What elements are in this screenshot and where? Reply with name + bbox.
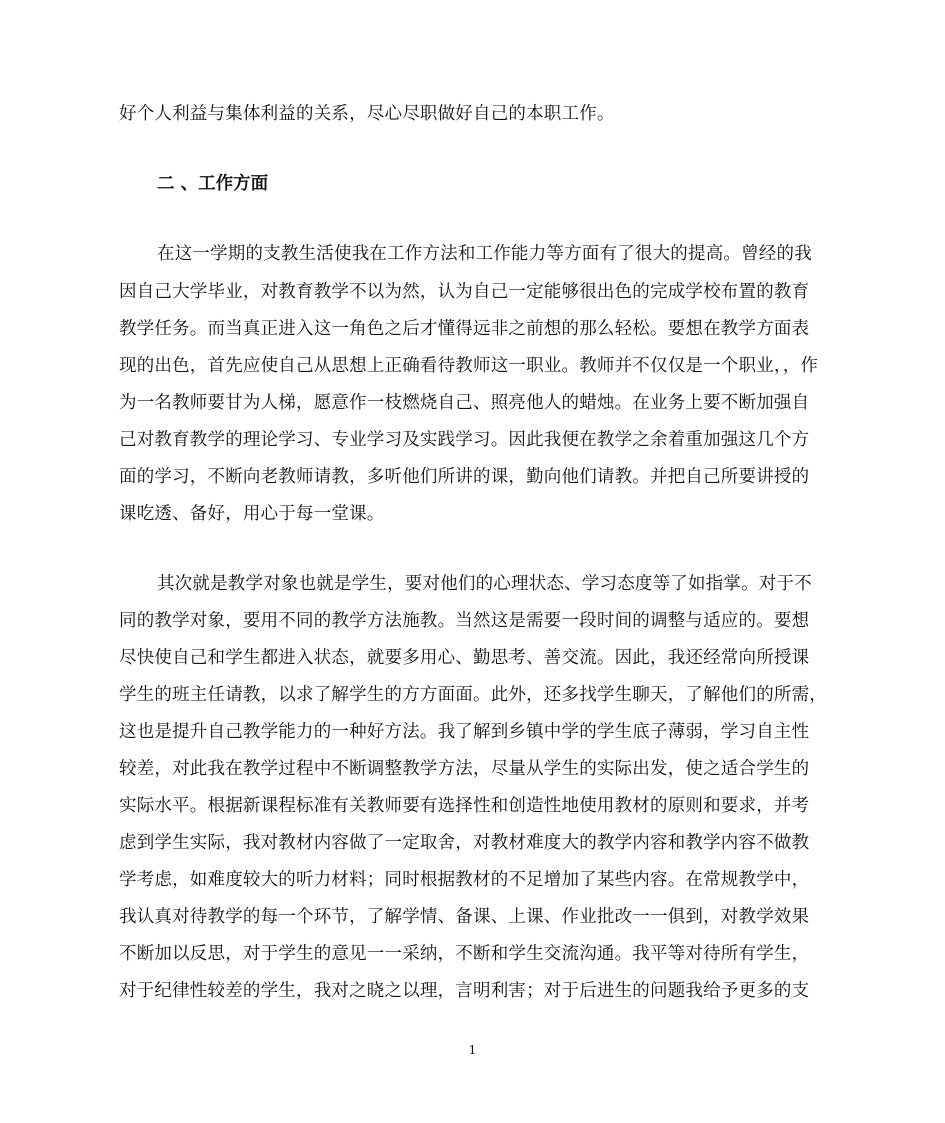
section-heading: 二 、工作方面 xyxy=(157,174,269,194)
paragraph-line: 其次就是教学对象也就是学生，要对他们的心理状态、学习态度等了如指掌。对于不 xyxy=(157,574,812,594)
paragraph-line: 较差，对此我在教学过程中不断调整教学方法，尽量从学生的实际出发，使之适合学生的 xyxy=(119,759,810,779)
paragraph-line: 教学任务。而当真正进入这一角色之后才懂得远非之前想的那么轻松。要想在教学方面表 xyxy=(119,319,810,339)
page-number: 1 xyxy=(468,1043,477,1057)
paragraph-line: 尽快使自己和学生都进入状态，就要多用心、勤思考、善交流。因此，我还经常向所授课 xyxy=(119,648,810,668)
paragraph-line: 不断加以反思，对于学生的意见一一采纳，不断和学生交流沟通。我平等对待所有学生， xyxy=(119,944,810,964)
paragraph-line: 学考虑，如难度较大的听力材料；同时根据教材的不足增加了某些内容。在常规教学中， xyxy=(119,870,810,890)
paragraph-line: 我认真对待教学的每一个环节，了解学情、备课、上课、作业批改一一俱到，对教学效果 xyxy=(119,907,810,927)
intro-line: 好个人利益与集体利益的关系，尽心尽职做好自己的本职工作。 xyxy=(119,104,615,124)
paragraph-line: 己对教育教学的理论学习、专业学习及实践学习。因此我便在教学之余着重加强这几个方 xyxy=(119,430,810,450)
paragraph-line: 在这一学期的支教生活使我在工作方法和工作能力等方面有了很大的提高。曾经的我 xyxy=(157,244,812,264)
paragraph-line: 对于纪律性较差的学生，我对之晓之以理，言明利害；对于后进生的问题我给予更多的支 xyxy=(119,981,810,1001)
paragraph-line: 同的教学对象，要用不同的教学方法施教。当然这是需要一段时间的调整与适应的。要想 xyxy=(119,611,810,631)
paragraph-line: 学生的班主任请教，以求了解学生的方方面面。此外，还多找学生聊天，了解他们的所需， xyxy=(119,685,827,705)
paragraph-line: 课吃透、备好，用心于每一堂课。 xyxy=(119,504,385,524)
paragraph-line: 面的学习，不断向老教师请教，多听他们所讲的课，勤向他们请教。并把自己所要讲授的 xyxy=(119,467,810,487)
paragraph-line: 为一名教师要甘为人梯，愿意作一枝燃烧自己、照亮他人的蜡烛。在业务上要不断加强自 xyxy=(119,393,810,413)
paragraph-line: 实际水平。根据新课程标准有关教师要有选择性和创造性地使用教材的原则和要求，并考 xyxy=(119,796,810,816)
paragraph-line: 虑到学生实际，我对教材内容做了一定取舍，对教材难度大的教学内容和教学内容不做教 xyxy=(119,833,810,853)
paragraph-line: 现的出色，首先应使自己从思想上正确看待教师这一职业。教师并不仅仅是一个职业，，作 xyxy=(119,356,819,376)
paragraph-line: 因自己大学毕业，对教育教学不以为然，认为自己一定能够很出色的完成学校布置的教育 xyxy=(119,282,810,302)
paragraph-line: 这也是提升自己教学能力的一种好方法。我了解到乡镇中学的学生底子薄弱，学习自主性 xyxy=(119,722,810,742)
